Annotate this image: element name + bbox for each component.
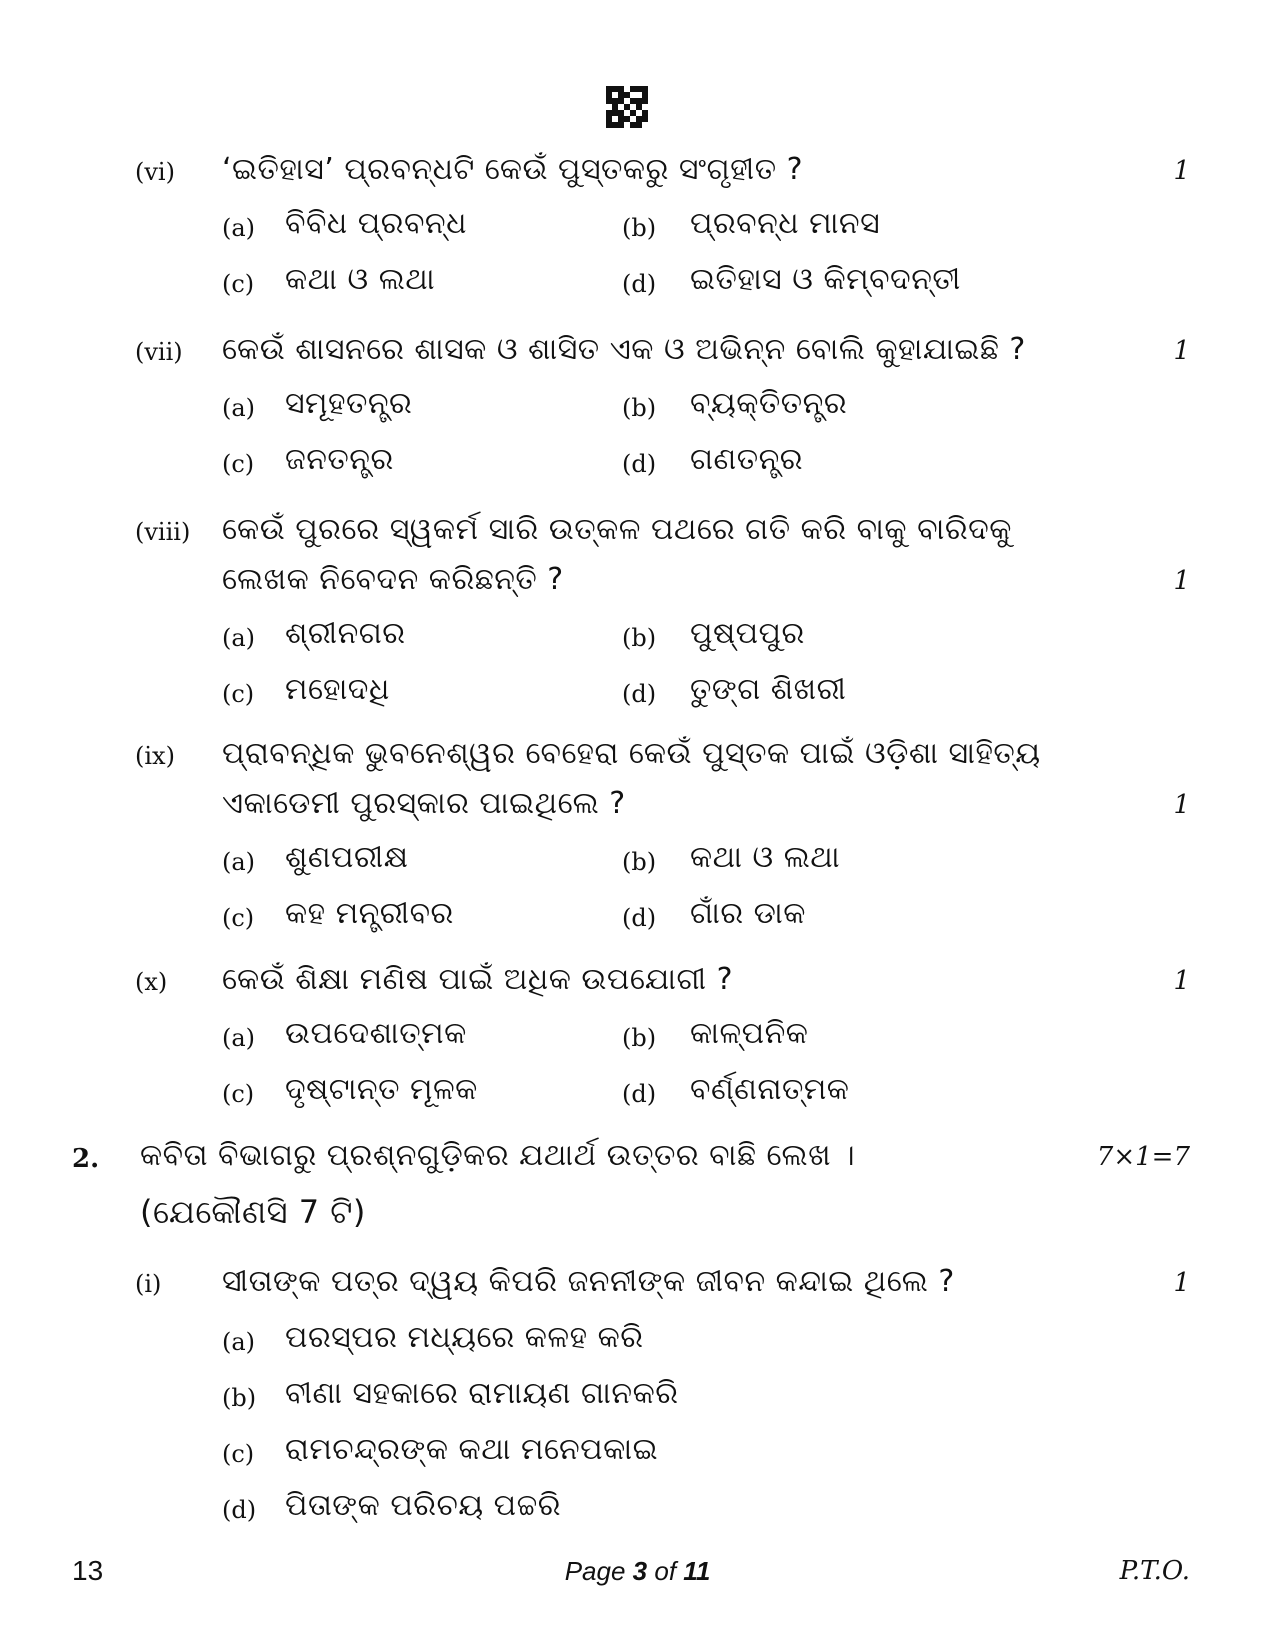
option-text: କଥା ଓ ଲଥା bbox=[690, 840, 841, 875]
question-text-line2: ଲେଖକ ନିବେଦନ କରିଛନ୍ତି ? bbox=[222, 562, 564, 597]
page-indicator bbox=[0, 1556, 1275, 1587]
option-text: ବିବିଧ ପ୍ରବନ୍ଧ bbox=[285, 206, 467, 241]
question-text: କେଉଁ ଶାସନରେ ଶାସକ ଓ ଶାସିତ ଏକ ଓ ଅଭିନ୍ନ ବୋଲି କୁହାଯାଇଛି ? bbox=[222, 332, 1026, 367]
option-text: ଗାଁର ଡାକ bbox=[690, 896, 806, 931]
question-text-line2: ଏକାଡେମୀ ପୁରସ୍କାର ପାଇଥିଲେ ? bbox=[222, 786, 626, 821]
option-label: (a) bbox=[222, 624, 256, 652]
option-text: ବ୍ୟକ୍ତିତନ୍ତ୍ର bbox=[690, 386, 848, 421]
option-label: (c) bbox=[222, 680, 255, 708]
question-number: (vi) bbox=[135, 158, 175, 186]
option-label: (b) bbox=[622, 848, 657, 876]
option-label: (c) bbox=[222, 904, 255, 932]
option-label: (a) bbox=[222, 1024, 256, 1052]
question-marks: 1 bbox=[1173, 1268, 1190, 1298]
option-label: (a) bbox=[222, 214, 256, 242]
option-label: (c) bbox=[222, 270, 255, 298]
page-number: 3 bbox=[632, 1556, 648, 1586]
option-text: ସମୂହତନ୍ତ୍ର bbox=[285, 386, 413, 421]
question-number: (viii) bbox=[135, 518, 191, 546]
option-text: କଥା ଓ ଲଥା bbox=[285, 262, 436, 297]
option-label: (c) bbox=[222, 1440, 255, 1468]
option-text: ମହୋଦଧି bbox=[285, 672, 390, 707]
question-marks: 1 bbox=[1173, 790, 1190, 820]
option-label: (c) bbox=[222, 1080, 255, 1108]
page-of: of bbox=[654, 1556, 677, 1586]
question-text: ସୀତାଙ୍କ ପତ୍ର ଦ୍ୱୟ କିପରି ଜନନୀଙ୍କ ଜୀବନ କନ୍ଦାଇ ଥିଲେ ? bbox=[222, 1264, 955, 1299]
question-number: (x) bbox=[135, 968, 168, 996]
pto-label: P.T.O. bbox=[1119, 1556, 1190, 1586]
option-label: (d) bbox=[622, 680, 657, 708]
option-text: କହ ମନ୍ତ୍ରୀବର bbox=[285, 896, 454, 931]
option-label: (b) bbox=[222, 1384, 257, 1412]
question-marks: 1 bbox=[1173, 156, 1190, 186]
option-text: ରାମଚନ୍ଦ୍ରଙ୍କ କଥା ମନେପକାଇ bbox=[285, 1432, 659, 1467]
option-label: (d) bbox=[222, 1496, 257, 1524]
question-text: କେଉଁ ଶିକ୍ଷା ମଣିଷ ପାଇଁ ଅଧିକ ଉପଯୋଗୀ ? bbox=[222, 962, 733, 997]
qr-code bbox=[606, 86, 648, 128]
section-marks: 7×1=7 bbox=[1096, 1142, 1190, 1172]
option-text: ଇତିହାସ ଓ କିମ୍ବଦନ୍ତୀ bbox=[690, 262, 961, 297]
question-marks: 1 bbox=[1173, 966, 1190, 996]
option-text: ପିତାଙ୍କ ପରିଚୟ ପଚ୍ଚରି bbox=[285, 1488, 561, 1523]
question-number: (ix) bbox=[135, 742, 175, 770]
question-number: (vii) bbox=[135, 338, 183, 366]
option-text: ପ୍ରବନ୍ଧ ମାନସ bbox=[690, 206, 881, 241]
option-text: ଶୁଣପରୀକ୍ଷ bbox=[285, 840, 409, 875]
paper-code: 13 bbox=[72, 1555, 104, 1586]
option-text: ବର୍ଣ୍ଣନାତ୍ମକ bbox=[690, 1072, 850, 1107]
option-text: ପୁଷ୍ପପୁର bbox=[690, 616, 805, 651]
option-label: (b) bbox=[622, 214, 657, 242]
option-text: କାଳ୍ପନିକ bbox=[690, 1016, 809, 1051]
section-heading: କବିତା ବିଭାଗରୁ ପ୍ରଶ୍ନଗୁଡ଼ିକର ଯଥାର୍ଥ ଉତ୍ତର ବାଛି ଲେଖ । bbox=[140, 1138, 856, 1173]
option-label: (b) bbox=[622, 624, 657, 652]
section-number: 2. bbox=[72, 1144, 100, 1174]
option-label: (a) bbox=[222, 848, 256, 876]
option-label: (a) bbox=[222, 1328, 256, 1356]
option-text: ଉପଦେଶାତ୍ମକ bbox=[285, 1016, 467, 1051]
question-text-line1: ପ୍ରାବନ୍ଧିକ ଭୁବନେଶ୍ୱର ବେହେରା କେଉଁ ପୁସ୍ତକ ପାଇଁ ଓଡ଼ିଶା ସାହିତ୍ୟ bbox=[222, 736, 1041, 771]
question-text-line1: କେଉଁ ପୁରରେ ସ୍ୱକର୍ମ ସାରି ଉତ୍କଳ ପଥରେ ଗତି କରି ବାକୁ ବାରିଦକୁ bbox=[222, 512, 1012, 547]
section-subheading: (ଯେକୌଣସି 7 ଟି) bbox=[140, 1193, 366, 1231]
option-text: ବୀଣା ସହକାରେ ରାମାୟଣ ଗାନକରି bbox=[285, 1376, 679, 1411]
page-total: 11 bbox=[683, 1556, 711, 1586]
option-text: ଗଣତନ୍ତ୍ର bbox=[690, 442, 804, 477]
option-label: (a) bbox=[222, 394, 256, 422]
option-label: (d) bbox=[622, 270, 657, 298]
option-label: (d) bbox=[622, 1080, 657, 1108]
page-prefix: Page bbox=[564, 1556, 626, 1586]
question-text: ‘ଇତିହାସ’ ପ୍ରବନ୍ଧଟି କେଉଁ ପୁସ୍ତକରୁ ସଂଗୃହୀତ ? bbox=[222, 152, 804, 187]
option-text: ଶ୍ରୀନଗର bbox=[285, 616, 406, 651]
option-label: (d) bbox=[622, 450, 657, 478]
option-text: ଜନତନ୍ତ୍ର bbox=[285, 442, 394, 477]
option-label: (c) bbox=[222, 450, 255, 478]
question-marks: 1 bbox=[1173, 566, 1190, 596]
option-text: ତୁଙ୍ଗ ଶିଖରୀ bbox=[690, 672, 847, 707]
option-text: ପରସ୍ପର ମଧ୍ୟରେ କଳହ କରି bbox=[285, 1320, 644, 1355]
option-label: (d) bbox=[622, 904, 657, 932]
option-label: (b) bbox=[622, 1024, 657, 1052]
option-label: (b) bbox=[622, 394, 657, 422]
question-marks: 1 bbox=[1173, 336, 1190, 366]
question-number: (i) bbox=[135, 1270, 162, 1298]
option-text: ଦୃଷ୍ଟାନ୍ତ ମୂଳକ bbox=[285, 1072, 478, 1107]
